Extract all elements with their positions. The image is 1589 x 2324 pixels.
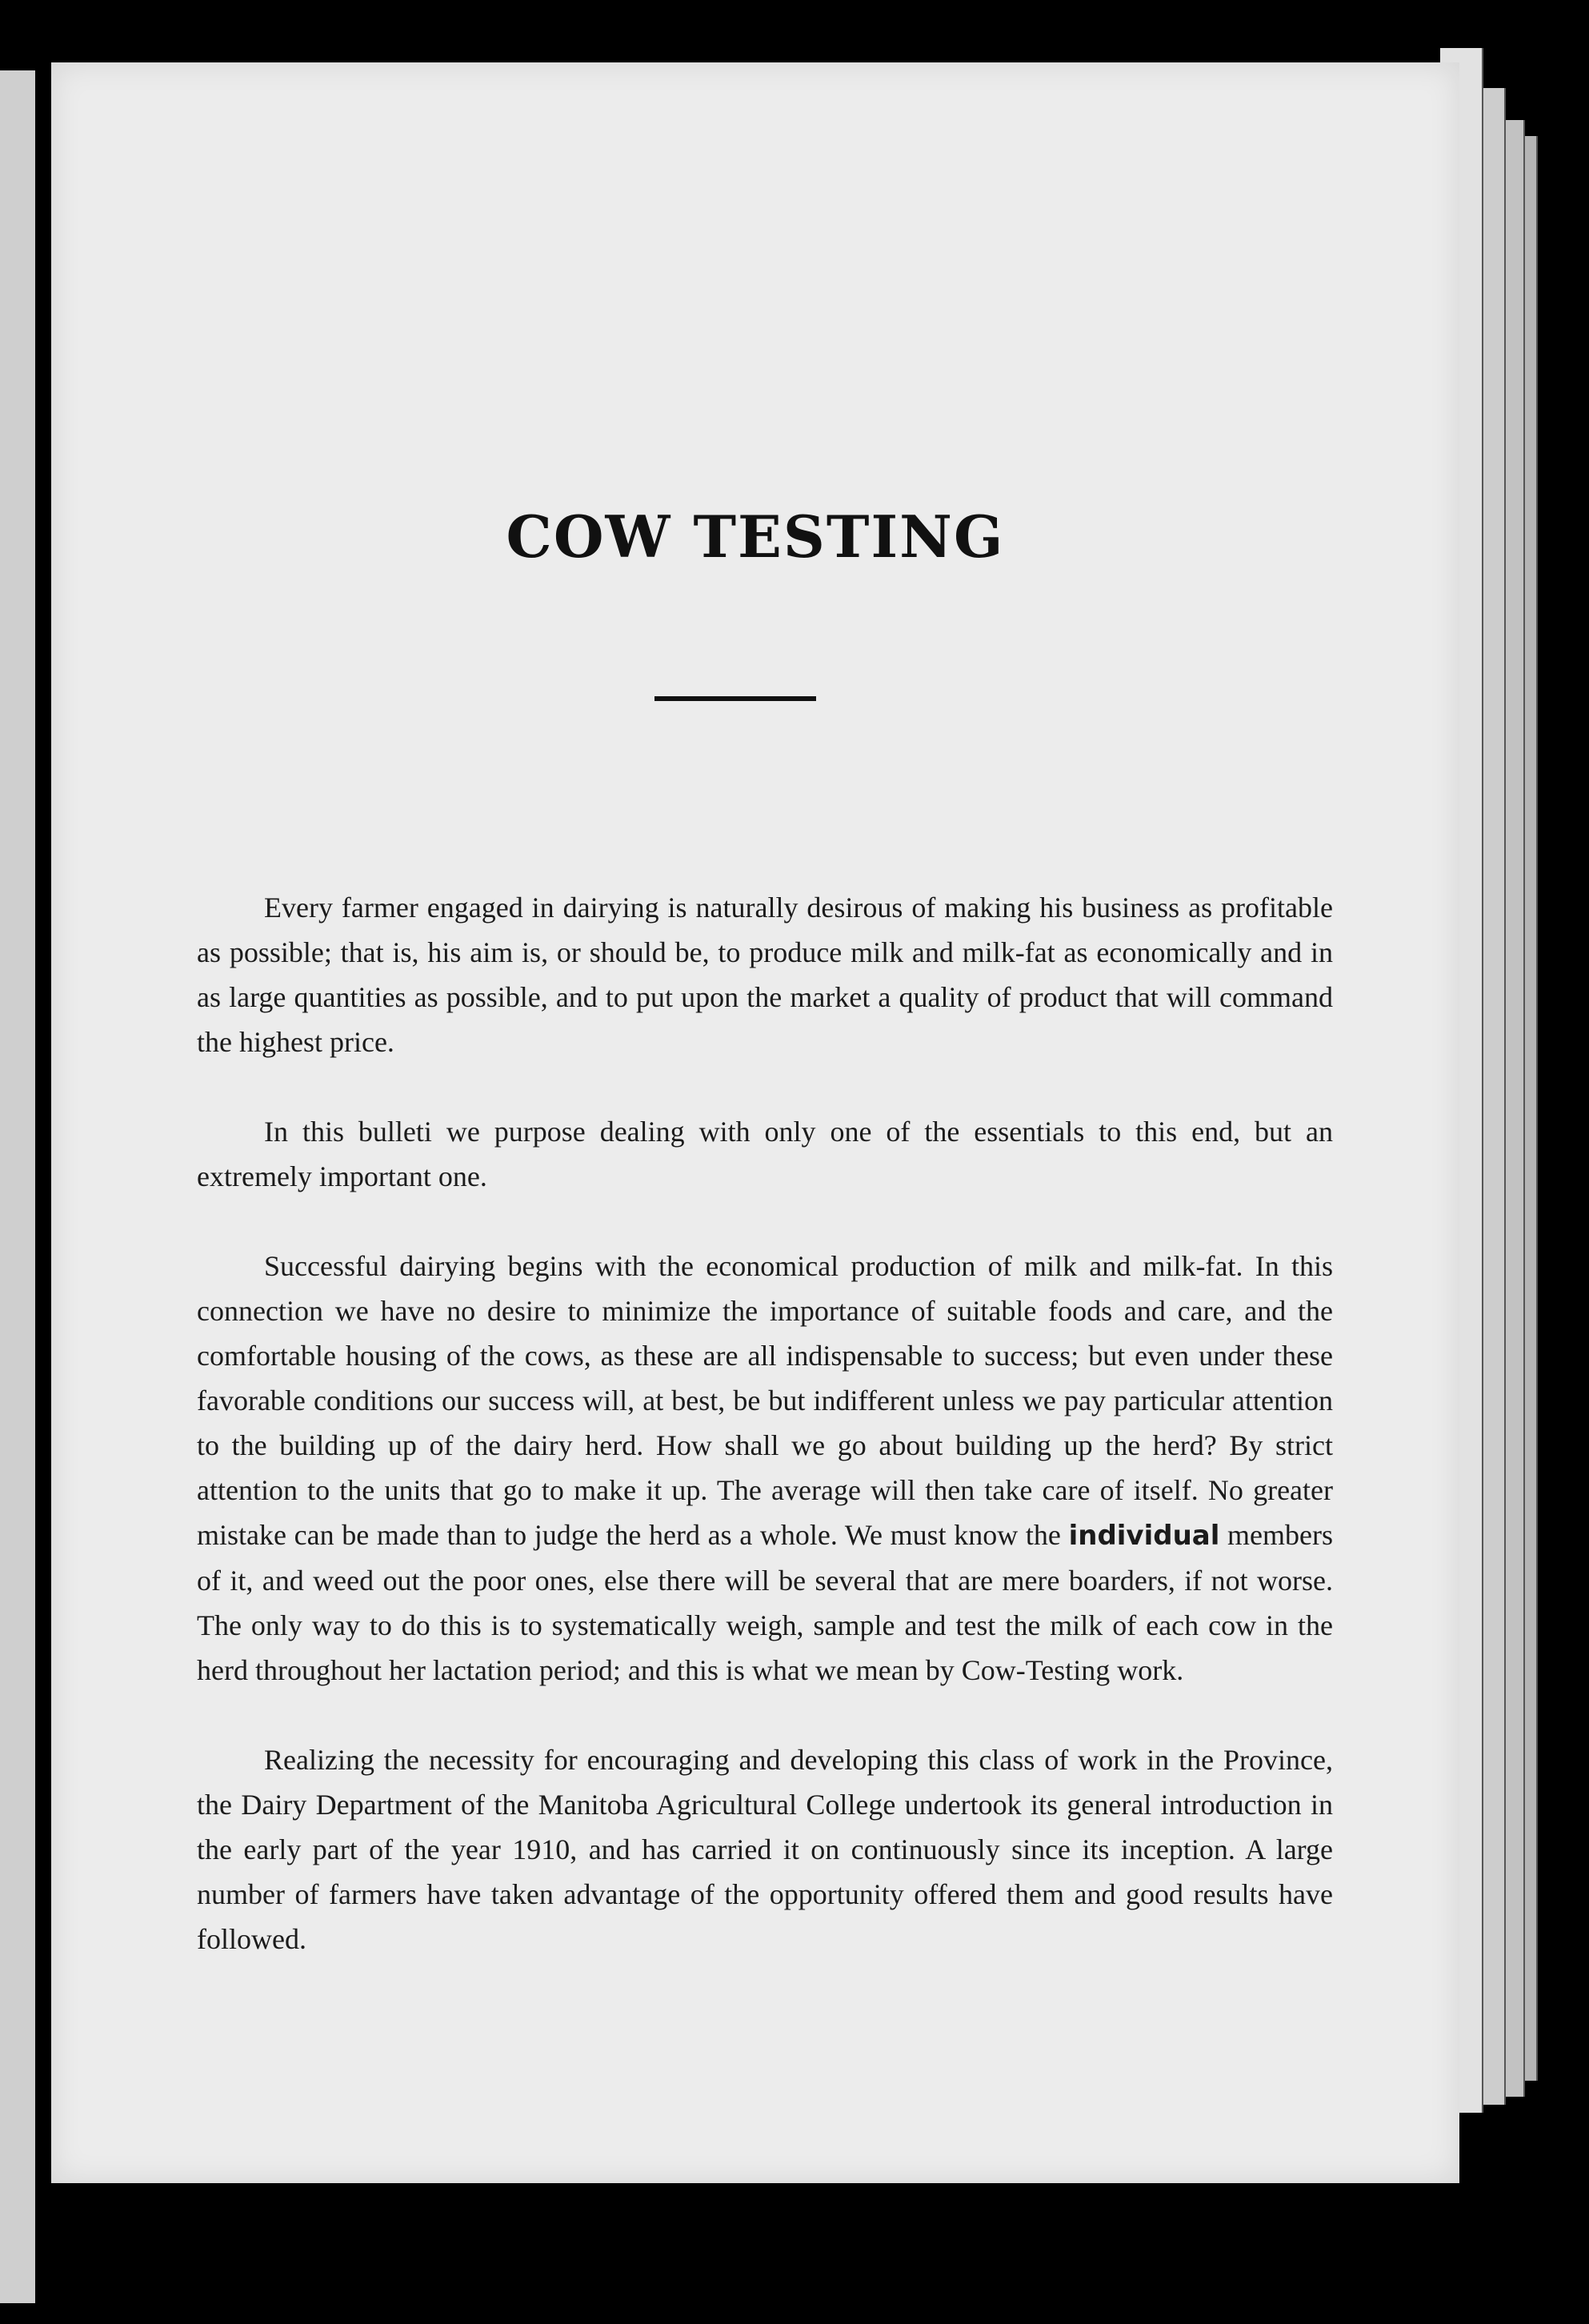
paragraph-1: Every farmer engaged in dairying is naturally desirous of making his business as profitable as possible; that is, his aim is, or should be, to produce milk and milk-fat as economically and in as large quantities as possible, and to put upon the market a quality of product that will command the highest price.	[197, 892, 1333, 1058]
paragraph-2: In this bulleti we purpose dealing with only one of the essentials to this end, but an extremely important one.	[197, 1116, 1333, 1192]
document-page	[51, 62, 1459, 2183]
title-divider	[654, 696, 816, 701]
previous-page-edge	[0, 70, 35, 2303]
paragraph-4: Realizing the necessity for encouraging and developing this class of work in the Province, the Dairy Department of the Manitoba Agricultural College undertook its general introduction in the early part of the year 1910, and has carried it on continuously since its inception. A large number of farmers have taken advantage of the opportunity offered them and good results have followed.	[197, 1744, 1333, 1955]
paragraph-3	[197, 1244, 1333, 1693]
body-text	[197, 885, 1333, 2006]
paragraph-3-text-before: Successful dairying begins with the economical production of milk and milk-fat. In this connection we have no desire to minimize the importance of suitable foods and care, and the comfortable housing of the cows, as these are all indispensable to success; but even under these favorable conditions our success will, at best, be but indifferent unless we pay particular attention to the building up of the dairy herd. How shall we go about building up the herd? By strict attention to the units that go to make it up. The average will then take care of itself. No greater mistake can be made than to judge the herd as a whole. We must know the	[197, 1250, 1333, 1551]
emphasis-individual: individual	[1068, 1520, 1220, 1552]
page-title: COW TESTING	[506, 503, 1005, 571]
paragraph-3-text-after: members of it, and weed out the poor ones, else there will be several that are mere boarders, if not worse. The only way to do this is to systematically weigh, sample and test the milk of each cow in the herd throughout her lactation period; and this is what we mean by Cow-Testing work.	[197, 1519, 1334, 1686]
